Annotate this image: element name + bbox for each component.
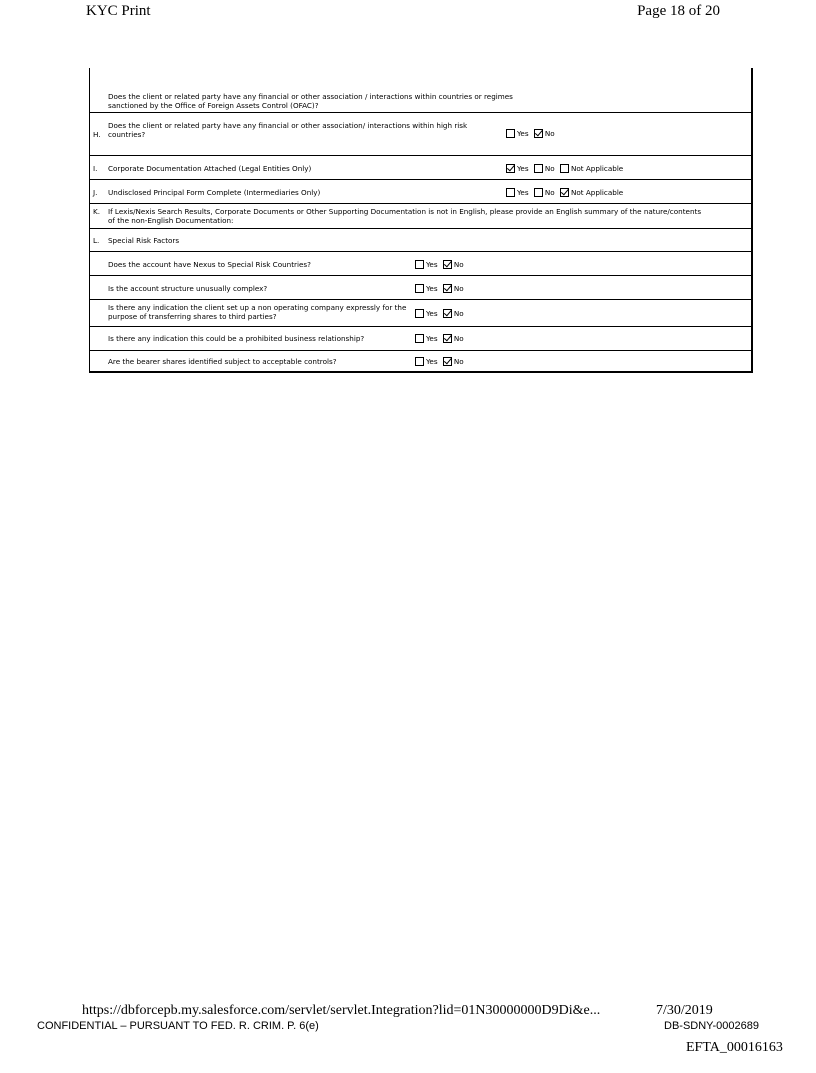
- row-nexus-options: [415, 260, 467, 269]
- row-j-no-checkbox[interactable]: [534, 188, 543, 197]
- row-nexus-yes-checkbox[interactable]: [415, 260, 424, 269]
- row-nonoperating-options: [415, 309, 467, 318]
- row-i-letter: I.: [93, 164, 98, 173]
- footer-efta-number: EFTA_00016163: [686, 1040, 783, 1055]
- row-prohibited-no-checkbox[interactable]: [443, 334, 452, 343]
- header-title: KYC Print: [86, 3, 151, 19]
- row-l: [90, 228, 751, 251]
- row-bearer-options: [415, 357, 467, 366]
- row-h-no-checkbox[interactable]: [534, 129, 543, 138]
- row-nonoperating-question: Is there any indication the client set up a non operating company expressly for the purpose of transferring shares to third parties?: [108, 303, 407, 321]
- row-i-yes-label: Yes: [517, 164, 529, 173]
- row-bearer-no-checkbox[interactable]: [443, 357, 452, 366]
- row-nexus-no-checkbox[interactable]: [443, 260, 452, 269]
- row-complex-yes-checkbox[interactable]: [415, 284, 424, 293]
- row-h: [90, 112, 751, 155]
- row-k: [90, 203, 751, 228]
- ofac-row: [90, 68, 751, 112]
- row-j: [90, 179, 751, 203]
- row-complex-question: Is the account structure unusually complex?: [108, 284, 268, 293]
- row-bearer: [90, 350, 751, 371]
- row-prohibited-no-label: No: [453, 334, 464, 343]
- header-page-number: Page 18 of 20: [637, 3, 720, 19]
- row-prohibited-yes-label: Yes: [426, 334, 438, 343]
- row-i-question: Corporate Documentation Attached (Legal Entities Only): [108, 164, 312, 173]
- row-h-letter: H.: [93, 130, 101, 139]
- row-i-na-checkbox[interactable]: [560, 164, 569, 173]
- ofac-question: Does the client or related party have any financial or other association / interactions within countries or regimes sanctioned by the Office of Foreign Assets Control (OFAC)?: [108, 92, 513, 110]
- row-nonoperating-no-label: No: [453, 309, 464, 318]
- row-k-question: If Lexis/Nexis Search Results, Corporate Documents or Other Supporting Documentation is not in English, please provide an English summary of the nature/contents of the non-English Documentation:: [108, 207, 702, 225]
- row-k-letter: K.: [93, 207, 100, 216]
- row-bearer-yes-checkbox[interactable]: [415, 357, 424, 366]
- row-i-no-checkbox[interactable]: [534, 164, 543, 173]
- row-bearer-no-label: No: [453, 357, 464, 366]
- row-complex-options: [415, 284, 467, 293]
- row-prohibited-yes-checkbox[interactable]: [415, 334, 424, 343]
- row-l-letter: L.: [93, 236, 100, 245]
- row-prohibited-options: [415, 334, 467, 343]
- row-complex-no-label: No: [453, 284, 464, 293]
- row-bearer-question: Are the bearer shares identified subject to acceptable controls?: [108, 357, 337, 366]
- footer-bates-number: DB-SDNY-0002689: [664, 1020, 759, 1032]
- row-complex: [90, 275, 751, 299]
- row-nexus-no-label: No: [453, 260, 464, 269]
- row-bearer-yes-label: Yes: [426, 357, 438, 366]
- row-i-yes-checkbox[interactable]: [506, 164, 515, 173]
- footer-confidential: CONFIDENTIAL – PURSUANT TO FED. R. CRIM. P. 6(e): [37, 1020, 319, 1032]
- row-i-options: [506, 164, 626, 173]
- row-prohibited: [90, 326, 751, 350]
- row-nonoperating-no-checkbox[interactable]: [443, 309, 452, 318]
- kyc-form-table: [89, 68, 753, 373]
- row-l-question: Special Risk Factors: [108, 236, 180, 245]
- row-h-options: [506, 129, 558, 138]
- row-j-question: Undisclosed Principal Form Complete (Intermediaries Only): [108, 188, 321, 197]
- row-prohibited-question: Is there any indication this could be a prohibited business relationship?: [108, 334, 365, 343]
- row-j-options: [506, 188, 626, 197]
- row-j-letter: J.: [93, 188, 98, 197]
- footer-date: 7/30/2019: [656, 1003, 713, 1018]
- row-j-na-checkbox[interactable]: [560, 188, 569, 197]
- row-nonoperating-yes-checkbox[interactable]: [415, 309, 424, 318]
- row-j-na-label: Not Applicable: [570, 188, 624, 197]
- row-h-question: Does the client or related party have any financial or other association/ interactions within high risk countries?: [108, 121, 468, 139]
- row-h-no-label: No: [544, 129, 555, 138]
- row-j-yes-checkbox[interactable]: [506, 188, 515, 197]
- row-nonoperating-yes-label: Yes: [426, 309, 438, 318]
- row-nexus-question: Does the account have Nexus to Special Risk Countries?: [108, 260, 311, 269]
- row-h-yes-label: Yes: [517, 129, 529, 138]
- row-j-yes-label: Yes: [517, 188, 529, 197]
- row-i-no-label: No: [544, 164, 555, 173]
- footer-url: https://dbforcepb.my.salesforce.com/servlet/servlet.Integration?lid=01N30000000D9Di&e...: [82, 1003, 601, 1018]
- row-i: [90, 155, 751, 179]
- row-nexus: [90, 251, 751, 275]
- row-complex-yes-label: Yes: [426, 284, 438, 293]
- row-h-yes-checkbox[interactable]: [506, 129, 515, 138]
- row-complex-no-checkbox[interactable]: [443, 284, 452, 293]
- row-j-no-label: No: [544, 188, 555, 197]
- row-i-na-label: Not Applicable: [570, 164, 624, 173]
- row-nonoperating: [90, 299, 751, 326]
- row-nexus-yes-label: Yes: [426, 260, 438, 269]
